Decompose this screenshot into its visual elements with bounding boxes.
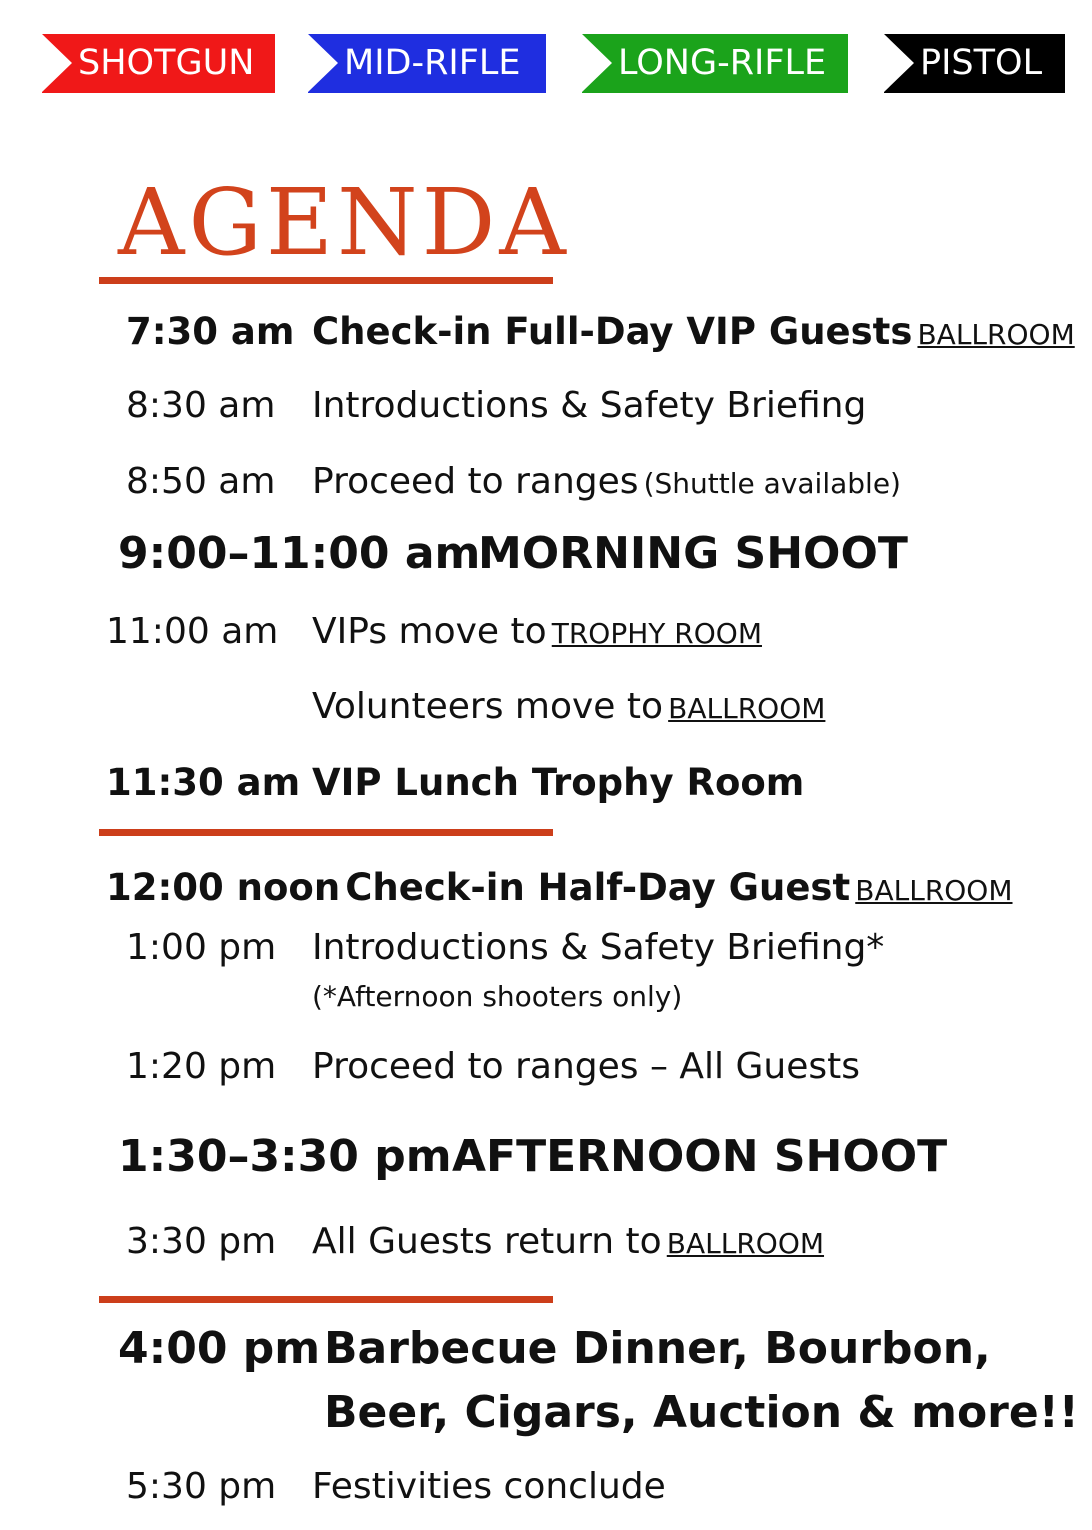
- schedule-item: [106, 866, 1013, 909]
- schedule-item: [312, 310, 1075, 353]
- schedule-note: (*Afternoon shooters only): [312, 980, 683, 1013]
- schedule-desc: AFTERNOON SHOOT: [452, 1131, 948, 1182]
- divider: [99, 277, 553, 284]
- category-label: MID-RIFLE: [344, 43, 521, 83]
- location-label: BALLROOM: [666, 1227, 825, 1260]
- page-title: AGENDA: [118, 169, 570, 276]
- schedule-time: 1:00 pm: [126, 927, 277, 968]
- schedule-item: [312, 1221, 824, 1262]
- schedule-desc: Proceed to ranges: [312, 461, 639, 502]
- chevron-right-icon: [42, 34, 72, 92]
- schedule-item: [312, 461, 901, 502]
- schedule-time: 11:00 am: [106, 611, 279, 652]
- schedule-time: 3:30 pm: [126, 1221, 277, 1262]
- schedule-time: 5:30 pm: [126, 1466, 277, 1507]
- schedule-desc: VIPs move to: [312, 611, 547, 652]
- location-label: TROPHY ROOM: [551, 617, 762, 650]
- schedule-desc: Check-in Full-Day VIP Guests: [312, 310, 913, 353]
- schedule-desc: Volunteers move to: [312, 686, 664, 727]
- chevron-right-icon: [582, 34, 612, 92]
- category-tag-pistol: [884, 34, 1065, 93]
- category-tag-long-rifle: [582, 34, 848, 93]
- schedule-time: 9:00–11:00 am: [118, 528, 481, 579]
- chevron-right-icon: [308, 34, 338, 92]
- schedule-time: 1:30–3:30 pm: [118, 1131, 452, 1182]
- category-label: LONG-RIFLE: [618, 43, 827, 83]
- category-label: SHOTGUN: [78, 43, 255, 83]
- schedule-desc: Barbecue Dinner, Bourbon,: [324, 1323, 991, 1374]
- schedule-item: [312, 686, 825, 727]
- category-label: PISTOL: [920, 43, 1043, 83]
- category-legend: [0, 34, 1092, 94]
- location-label: BALLROOM: [917, 318, 1075, 351]
- location-label: BALLROOM: [855, 874, 1013, 907]
- divider: [99, 1296, 553, 1303]
- location-label: BALLROOM: [668, 692, 826, 725]
- schedule-desc: MORNING SHOOT: [478, 528, 908, 579]
- schedule-time: 7:30 am: [126, 310, 295, 353]
- category-tag-shotgun: [42, 34, 275, 93]
- schedule-time: 1:20 pm: [126, 1046, 277, 1087]
- schedule-desc: Festivities conclude: [312, 1466, 666, 1507]
- schedule-time: 11:30 am: [106, 761, 301, 804]
- schedule-time: 12:00 noon: [106, 866, 341, 909]
- schedule-desc: Check-in Half-Day Guest: [345, 866, 851, 909]
- schedule-desc: Beer, Cigars, Auction & more!!: [324, 1387, 1079, 1438]
- schedule-note: (Shuttle available): [643, 467, 901, 500]
- schedule-desc: Introductions & Safety Briefing: [312, 385, 867, 426]
- schedule-time: 8:30 am: [126, 385, 276, 426]
- schedule-desc: Proceed to ranges – All Guests: [312, 1046, 860, 1087]
- schedule-time: 4:00 pm: [118, 1323, 321, 1374]
- schedule-time: 8:50 am: [126, 461, 276, 502]
- schedule-item: [312, 611, 762, 652]
- schedule-desc: Introductions & Safety Briefing*: [312, 927, 885, 968]
- chevron-right-icon: [884, 34, 914, 92]
- schedule-desc: All Guests return to: [312, 1221, 662, 1262]
- divider: [99, 829, 553, 836]
- category-tag-mid-rifle: [308, 34, 546, 93]
- schedule-desc: VIP Lunch Trophy Room: [312, 761, 805, 804]
